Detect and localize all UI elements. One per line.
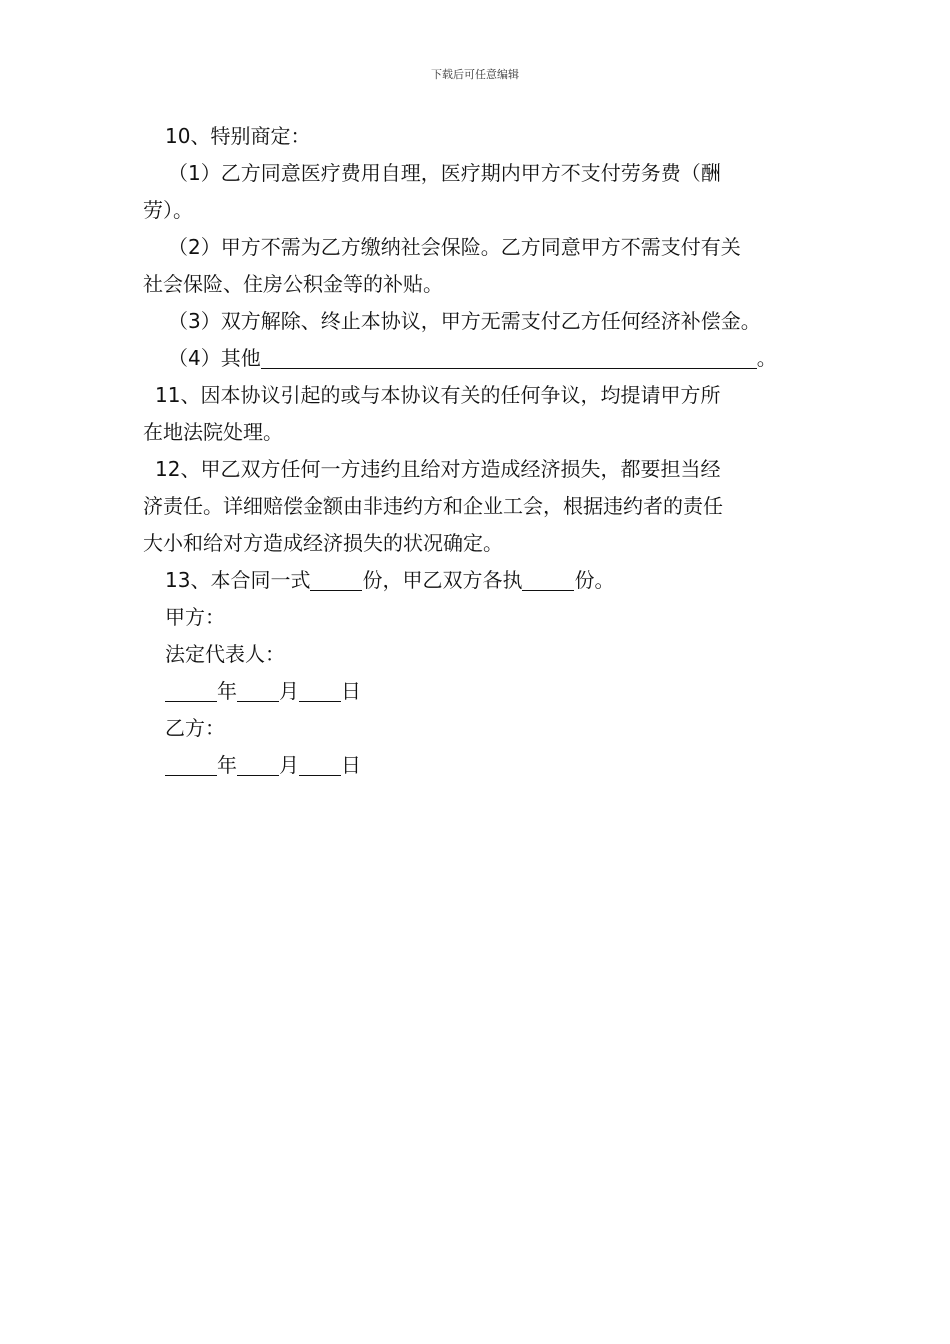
year-label: 年 bbox=[217, 679, 237, 703]
year-label: 年 bbox=[217, 753, 237, 777]
year-blank bbox=[165, 679, 217, 702]
month-blank bbox=[237, 753, 279, 776]
day-label: 日 bbox=[341, 679, 361, 703]
month-label: 月 bbox=[279, 679, 299, 703]
clause-10-item-2-line-1: （2）甲方不需为乙方缴纳社会保险。乙方同意甲方不需支付有关 bbox=[168, 235, 741, 259]
clause-13-suffix: 份。 bbox=[574, 568, 615, 592]
clause-13-middle: 份，甲乙双方各执 bbox=[362, 568, 523, 592]
party-b-label: 乙方： bbox=[165, 716, 225, 740]
year-blank bbox=[165, 753, 217, 776]
day-label: 日 bbox=[341, 753, 361, 777]
clause-10-item-1-line-1: （1）乙方同意医疗费用自理，医疗期内甲方不支付劳务费（酬 bbox=[168, 161, 721, 185]
clause-10-item-4-prefix: （4）其他 bbox=[168, 346, 261, 370]
clause-10-item-3: （3）双方解除、终止本协议，甲方无需支付乙方任何经济补偿金。 bbox=[168, 309, 761, 333]
clause-12-line-2: 济责任。详细赔偿金额由非违约方和企业工会，根据违约者的责任 bbox=[143, 494, 723, 518]
clause-10-item-4 bbox=[143, 340, 823, 377]
day-blank bbox=[299, 753, 341, 776]
legal-representative-label: 法定代表人： bbox=[165, 642, 285, 666]
clause-11-line-2: 在地法院处理。 bbox=[143, 420, 283, 444]
contract-body bbox=[143, 118, 823, 784]
clause-13-prefix: 13、本合同一式 bbox=[165, 568, 311, 592]
clause-10-title: 10、特别商定： bbox=[165, 124, 311, 148]
header-note: 下载后可任意编辑 bbox=[431, 68, 519, 81]
clause-10-item-1-line-2: 劳）。 bbox=[143, 198, 193, 222]
clause-13 bbox=[143, 562, 823, 599]
clause-10-item-4-suffix: 。 bbox=[756, 346, 777, 370]
month-label: 月 bbox=[279, 753, 299, 777]
clause-11-line-1: 11、因本协议引起的或与本协议有关的任何争议，均提请甲方所 bbox=[155, 383, 721, 407]
month-blank bbox=[237, 679, 279, 702]
party-a-date bbox=[143, 673, 823, 710]
clause-12-line-3: 大小和给对方造成经济损失的状况确定。 bbox=[143, 531, 503, 555]
clause-12-line-1: 12、甲乙双方任何一方违约且给对方造成经济损失，都要担当经 bbox=[155, 457, 721, 481]
day-blank bbox=[299, 679, 341, 702]
party-b-date bbox=[143, 747, 823, 784]
party-a-label: 甲方： bbox=[165, 605, 225, 629]
each-party-copies-blank bbox=[522, 568, 574, 591]
other-terms-blank bbox=[261, 346, 757, 369]
total-copies-blank bbox=[310, 568, 362, 591]
clause-10-item-2-line-2: 社会保险、住房公积金等的补贴。 bbox=[143, 272, 443, 296]
